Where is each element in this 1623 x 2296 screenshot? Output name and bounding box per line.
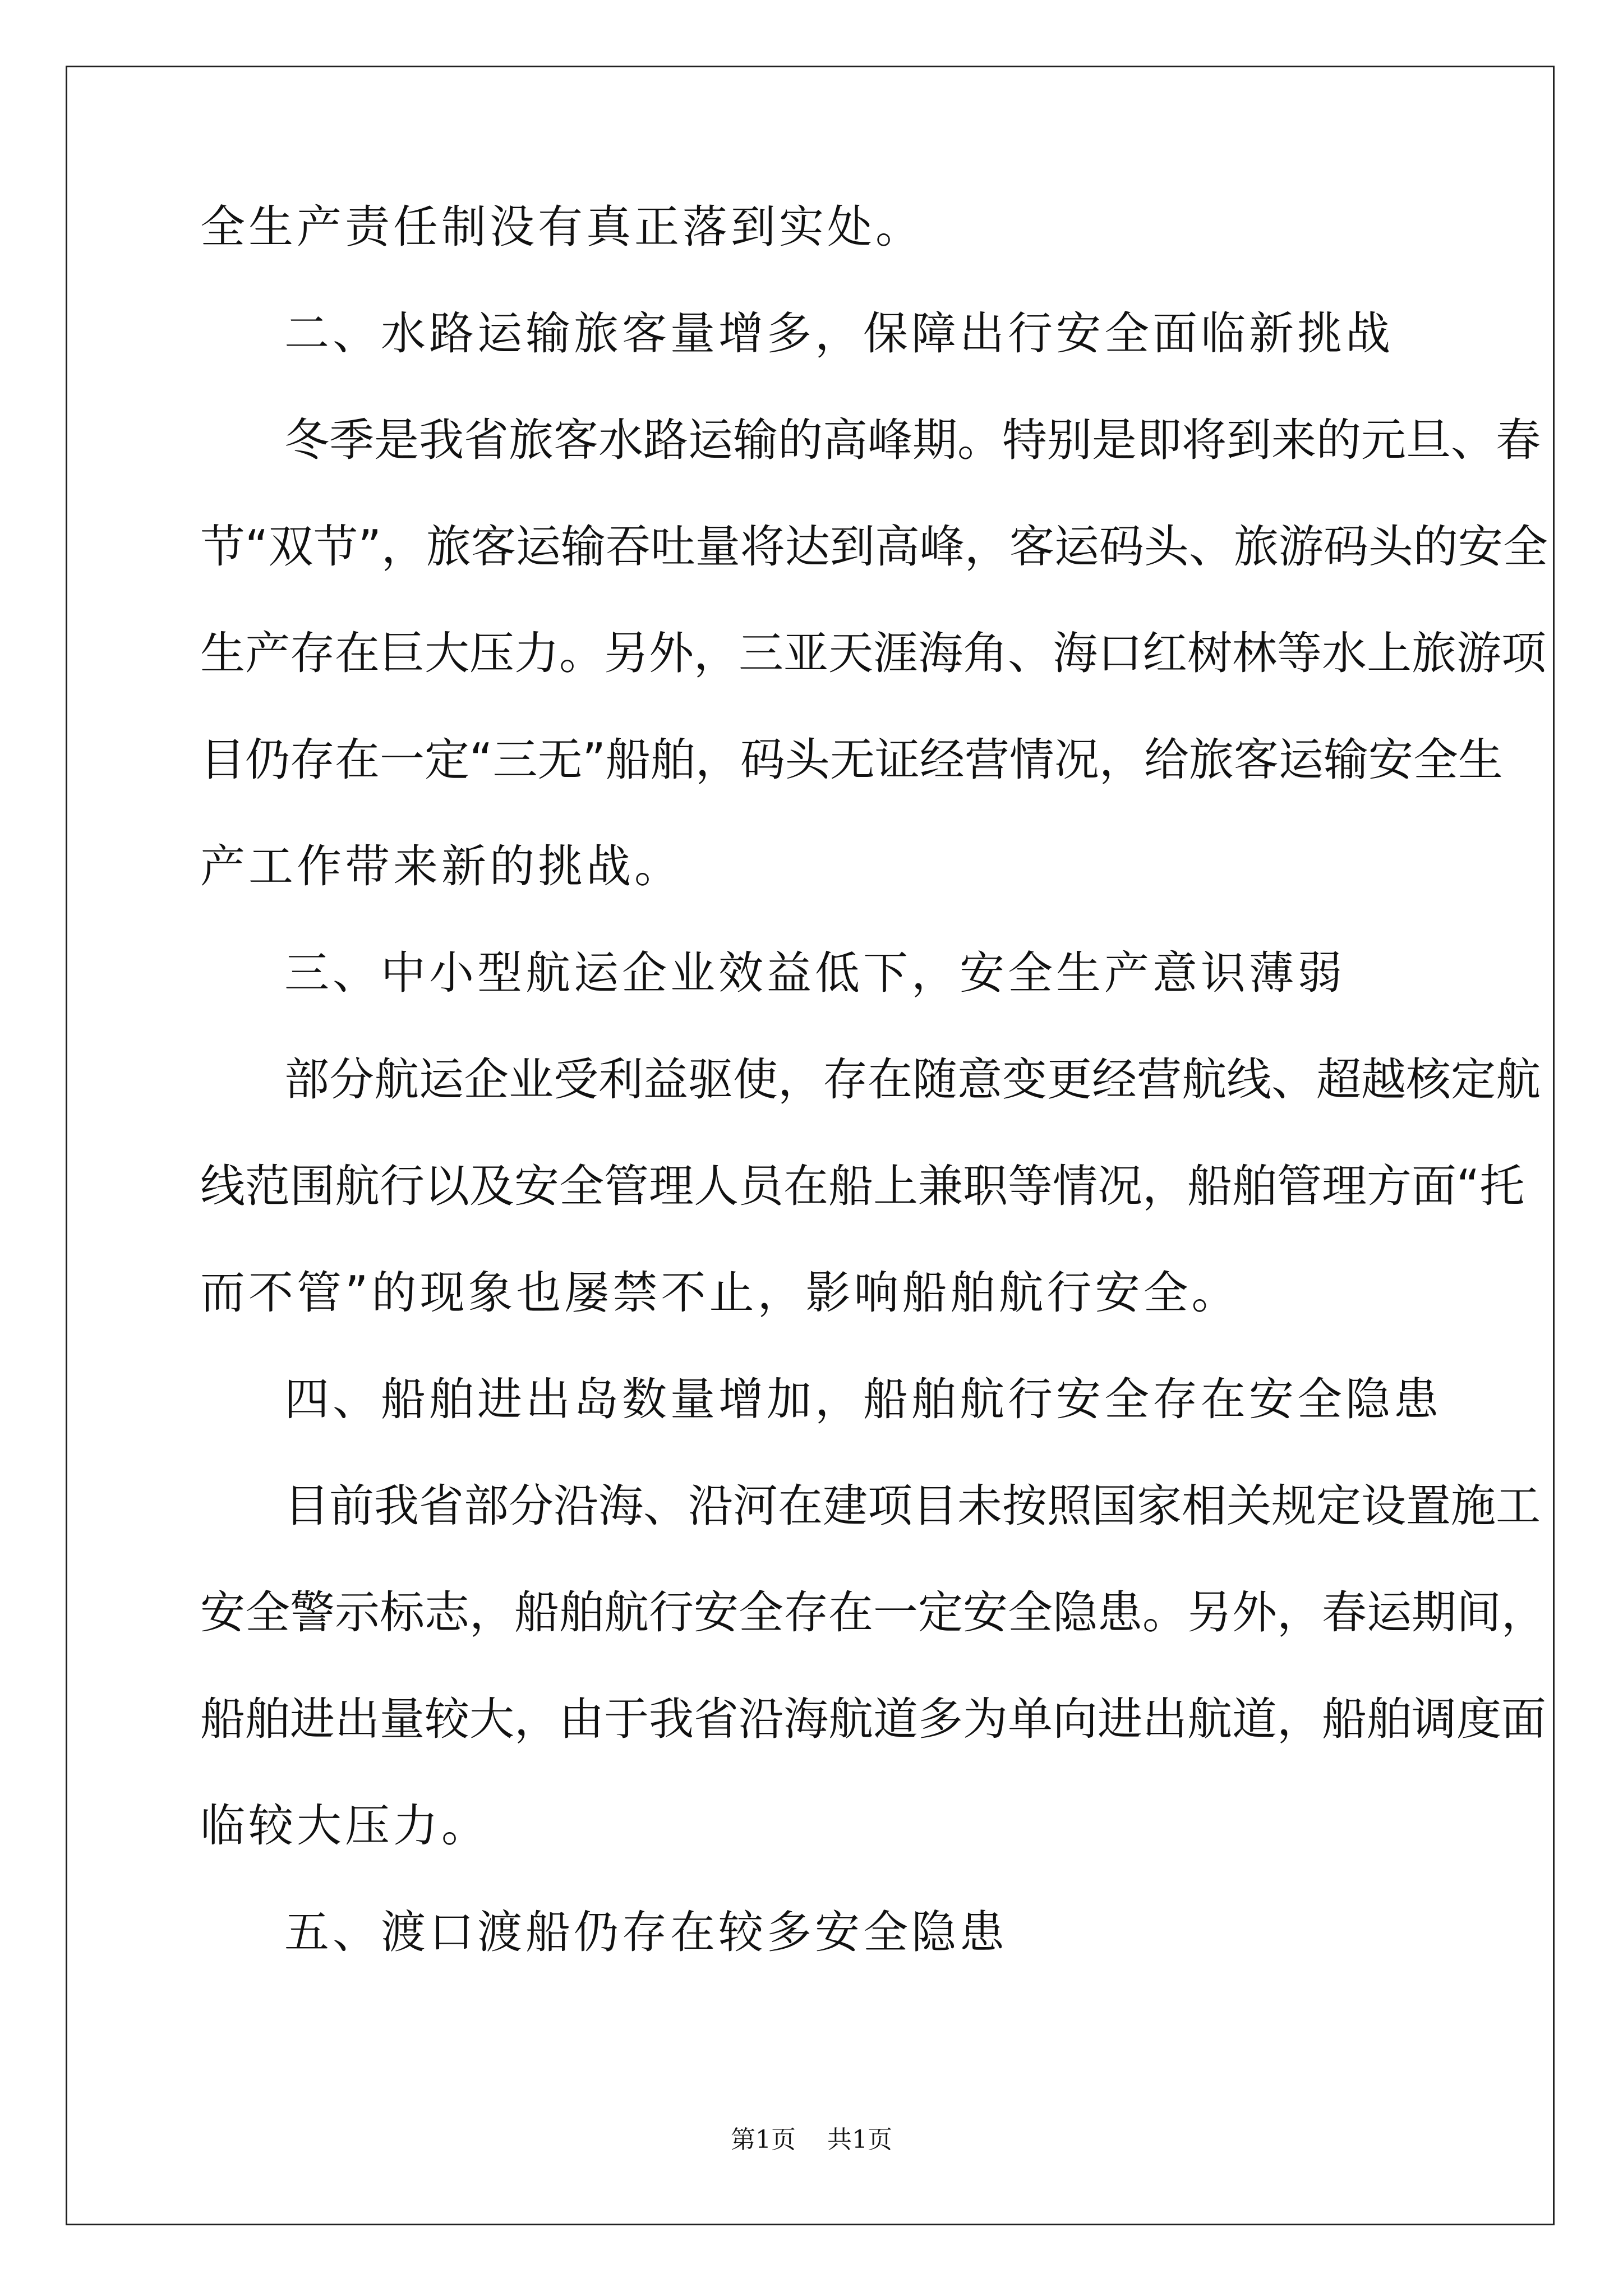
text-line: 目前我省部分沿海、沿河在建项目未按照国家相关规定设置施工	[284, 1480, 1541, 1532]
text-line: 目仍存在一定“三无”船舶，码头无证经营情况，给旅客运输安全生	[200, 734, 1503, 786]
text-line: 部分航运企业受利益驱使，存在随意变更经营航线、超越核定航	[284, 1053, 1541, 1106]
text-line: 冬季是我省旅客水路运输的高峰期。特别是即将到来的元旦、春	[284, 414, 1541, 466]
section-heading: 四、船舶进出岛数量增加，船舶航行安全存在安全隐患	[284, 1373, 1442, 1425]
text-line: 生产存在巨大压力。另外，三亚天涯海角、海口红树林等水上旅游项	[200, 627, 1546, 679]
page-number: 第1页	[731, 2125, 796, 2154]
text-line: 临较大压力。	[200, 1800, 490, 1852]
section-heading: 三、中小型航运企业效益低下，安全生产意识薄弱	[284, 947, 1345, 999]
text-line: 安全警示标志，船舶航行安全存在一定安全隐患。另外，春运期间，	[200, 1586, 1546, 1639]
text-line: 全生产责任制没有真正落到实处。	[200, 201, 924, 253]
text-line: 节“双节”，旅客运输吞吐量将达到高峰，客运码头、旅游码头的安全	[200, 521, 1548, 573]
page-footer	[0, 2123, 1623, 2157]
text-line: 船舶进出量较大，由于我省沿海航道多为单向进出航道，船舶调度面	[200, 1693, 1546, 1745]
section-heading: 五、渡口渡船仍存在较多安全隐患	[284, 1906, 1008, 1958]
section-heading: 二、水路运输旅客量增多，保障出行安全面临新挑战	[284, 307, 1394, 360]
page-total: 共1页	[827, 2125, 892, 2154]
text-line: 线范围航行以及安全管理人员在船上兼职等情况，船舶管理方面“托	[200, 1160, 1525, 1212]
text-line: 产工作带来新的挑战。	[200, 840, 683, 892]
text-line: 而不管”的现象也屡禁不止，影响船舶航行安全。	[200, 1267, 1240, 1319]
